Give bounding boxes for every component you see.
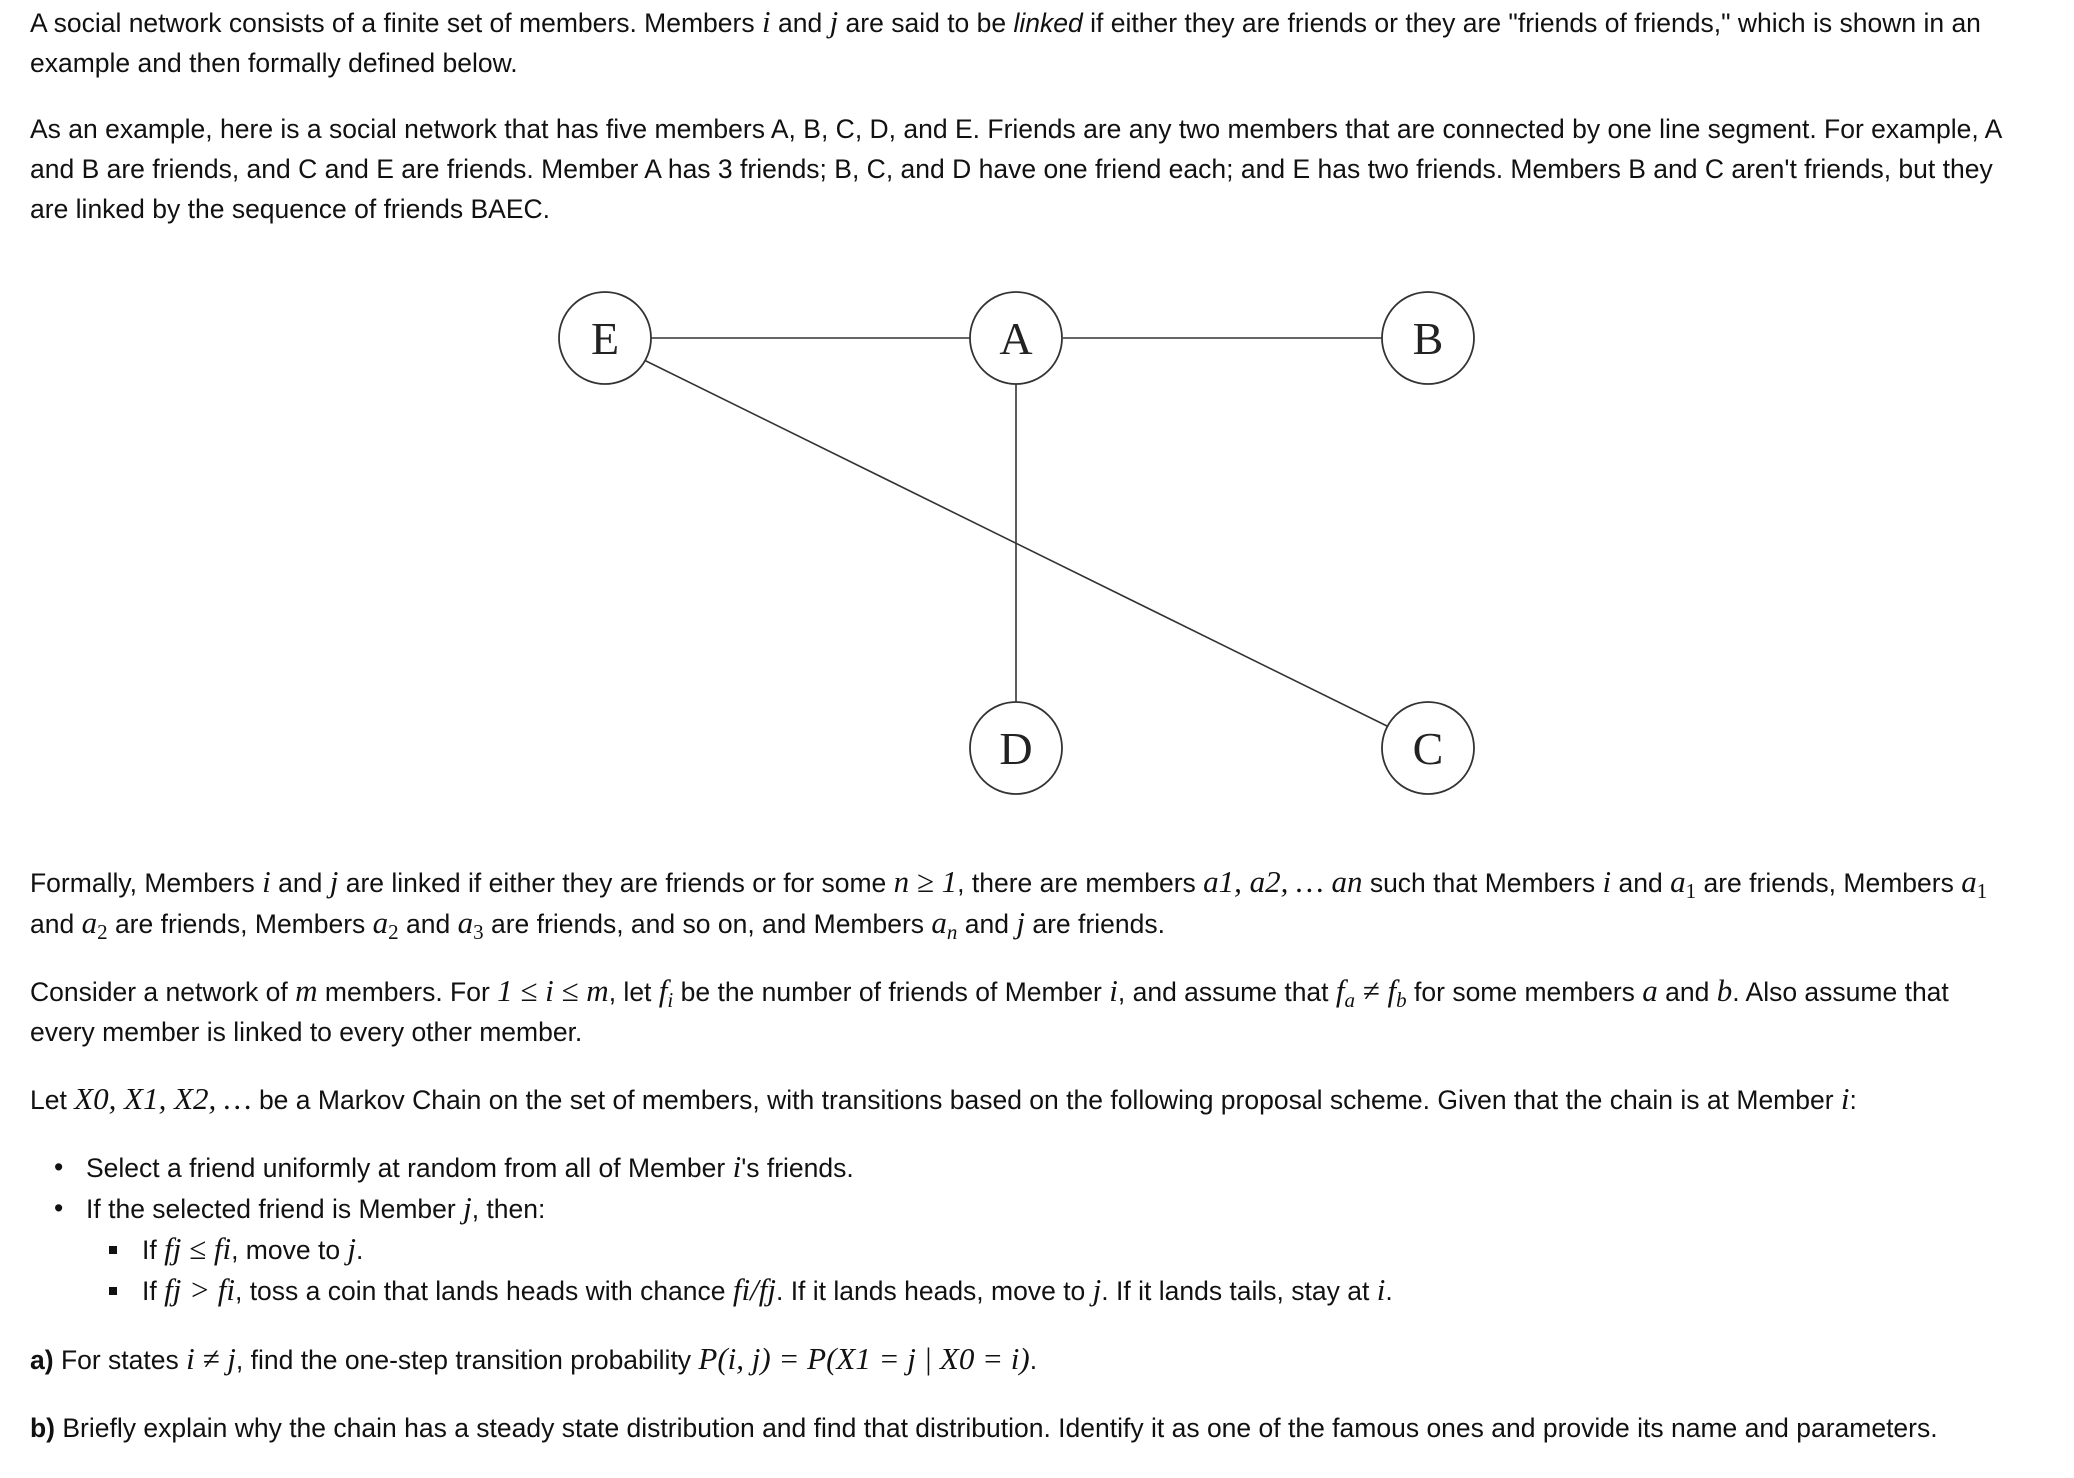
node-b-label: B [1412, 313, 1444, 364]
markov-chain-paragraph: Let X0, X1, X2, … be a Markov Chain on the set of members, with transitions based on the following proposal scheme. Given that the chain is at Member i: [30, 1081, 1857, 1116]
transition-formula: P(i, j) = P(X1 = j | X0 = i) [698, 1341, 1030, 1376]
question-b: b) Briefly explain why the chain has a steady state distribution and find that distribution. Identify it as one of the famous ones and provide its name and parameters. [30, 1413, 1938, 1443]
index-range: 1 ≤ i ≤ m [497, 973, 609, 1008]
intro-paragraph: A social network consists of a finite set of members. Members i and j are said to be linked if either they are friends or they are "friends of friends," which is shown in an example and then formally defined below. [30, 4, 1981, 78]
proposal-sub-list [86, 1229, 1393, 1311]
node-d-label: D [999, 723, 1033, 774]
formal-definition-paragraph: Formally, Members i and j are linked if either they are friends or for some n ≥ 1, there are members a1, a2, … an such that Members i and $a_1$ are friends, Members $a_1$ and $a_2$ are friends, Members $a_2$ and $a_3$ are friends, and so on, and Members $a_n$ and j are friends. [30, 864, 1988, 944]
list-item: • If the selected friend is Member j, then: If fj ≤ fi, move to j. If fj > fi, toss a coin that lands heads with chance fi/fj. If it lands heads, move to j. If it lands tails, stay at i. [30, 1188, 1393, 1311]
node-a-label: A [999, 313, 1033, 364]
node-c-label: C [1412, 723, 1444, 774]
question-b-label: b) [30, 1413, 56, 1443]
list-item: • Select a friend uniformly at random from all of Member i's friends. [30, 1147, 1393, 1188]
question-a: a) For states i ≠ j, find the one-step transition probability P(i, j) = P(X1 = j | X0 = i). [30, 1341, 1038, 1376]
n-condition: n ≥ 1 [893, 864, 958, 899]
proposal-scheme-list [30, 1147, 1393, 1311]
question-a-label: a) [30, 1345, 54, 1375]
chain-sequence: X0, X1, X2, … [74, 1081, 252, 1116]
example-paragraph: As an example, here is a social network that has five members A, B, C, D, and E. Friends are any two members that are connected by one line segment. For example, A and B are friends, and C and E are friends. Member A has 3 friends; B, C, and D have one friend each; and E has two friends. Members B and C aren't friends, but they are linked by the sequence of friends BAEC. [30, 114, 2001, 224]
member-sequence: a1, a2, … an [1203, 864, 1363, 899]
list-item: If fj ≤ fi, move to j. [86, 1229, 1393, 1270]
linked-term: linked [1013, 8, 1083, 38]
list-item: If fj > fi, toss a coin that lands heads with chance fi/fj. If it lands heads, move to j. If it lands tails, stay at i. [86, 1270, 1393, 1311]
node-e-label: E [590, 313, 620, 364]
network-assumption-paragraph: Consider a network of m members. For 1 ≤ i ≤ m, let $f_i$ be the number of friends of Member i, and assume that $f_a \ne f_b$ for some members a and b. Also assume that every member is linked to every other member. [30, 973, 1949, 1047]
